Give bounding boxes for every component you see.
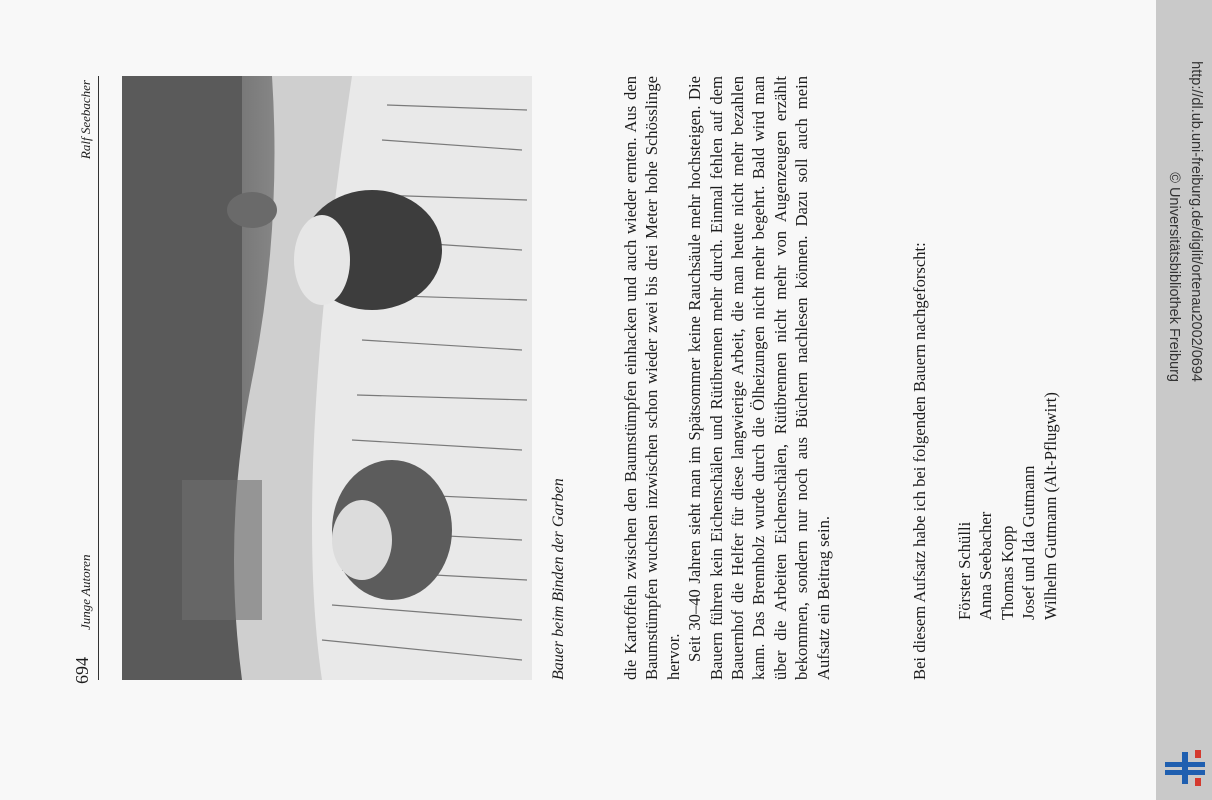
source-url-link[interactable]: http://dl.ub.uni-freiburg.de/diglit/ortenau2002/0694 bbox=[1188, 61, 1204, 382]
source-name: Josef und Ida Gutmann bbox=[1019, 465, 1039, 620]
source-name: Wilhelm Gutmann (Alt-Pflugwirt) bbox=[1040, 392, 1060, 620]
photo-farmers-binding-sheaves bbox=[122, 76, 532, 680]
running-head-author: Ralf Seebacher bbox=[78, 80, 93, 160]
sidebar-text bbox=[1156, 0, 1212, 800]
article-body bbox=[620, 76, 834, 680]
copyright-notice: © Universitätsbibliothek Freiburg bbox=[1166, 172, 1182, 382]
sources-intro: Bei diesem Aufsatz habe ich bei folgenden Bauern nachgeforscht: bbox=[910, 242, 929, 680]
sources-list bbox=[954, 80, 1061, 620]
page-number: 694 bbox=[72, 657, 92, 684]
running-head-section: Junge Autoren bbox=[78, 554, 93, 630]
library-sidebar bbox=[1156, 0, 1212, 800]
photo-caption: Bauer beim Binden der Garben bbox=[550, 478, 567, 680]
paragraph-1: die Kartoffeln zwischen den Baumstümpfen einhacken und auch wieder ernten. Aus den Baumstümpfen wuchsen inzwischen schon wieder zwei bis drei Meter hohe Schösslinge hervor. bbox=[621, 76, 683, 680]
header-rule bbox=[98, 76, 99, 680]
library-logo-icon bbox=[1163, 748, 1207, 788]
source-name: Förster Schülli bbox=[955, 521, 974, 620]
source-name: Anna Seebacher bbox=[976, 511, 996, 620]
source-name: Thomas Kopp bbox=[997, 525, 1017, 620]
paragraph-2: Seit 30–40 Jahren sieht man im Spätsommer keine Rauchsäule mehr hochsteigen. Die Bauern führen kein Eichenschälen und Rütibrennen mehr durch. Einmal fehlen auf dem Bauernhof die Helfer für diese langwierige Arbeit, die man heute nicht mehr bezahlen kann. Das Brennholz wurde durch die Ölheizungen nicht mehr begehrt. Bald wird man über die Arbeiten Eichenschälen, Rütibrennen nicht mehr von Augenzeugen erzählt bekommen, sondern nur noch aus Büchern nachlesen können. Dazu soll auch mein Aufsatz ein Beitrag sein. bbox=[685, 76, 833, 680]
